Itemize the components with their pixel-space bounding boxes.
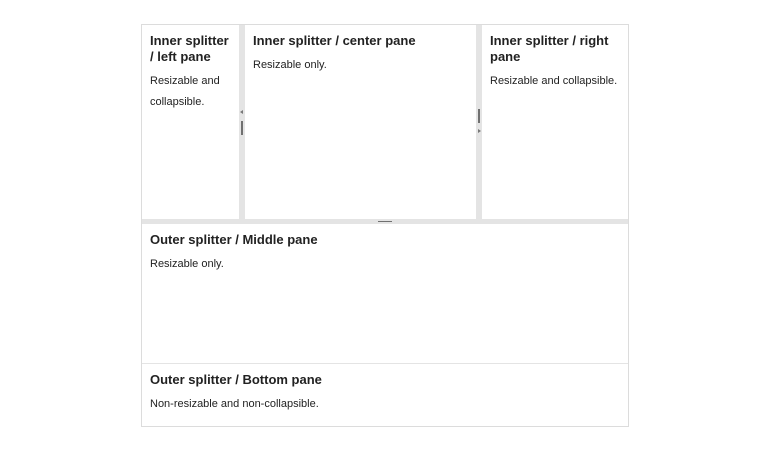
inner-center-pane-title: Inner splitter / center pane — [253, 33, 416, 48]
inner-left-pane-description: Resizable and collapsible. — [150, 75, 220, 108]
outer-bottom-pane-description: Non-resizable and non-collapsible. — [150, 398, 319, 410]
collapse-left-arrow-icon[interactable] — [240, 110, 243, 114]
outer-middle-pane-title: Outer splitter / Middle pane — [150, 232, 318, 247]
inner-right-pane — [482, 25, 628, 219]
resize-grip-icon[interactable] — [378, 221, 392, 222]
inner-left-pane-title: Inner splitter / left pane — [150, 33, 229, 64]
inner-center-pane — [245, 25, 476, 219]
inner-right-pane-title: Inner splitter / right pane — [490, 33, 609, 64]
resize-grip-icon[interactable] — [241, 121, 243, 135]
inner-right-pane-description: Resizable and collapsible. — [490, 75, 618, 87]
inner-splitter — [142, 25, 628, 219]
inner-left-pane — [142, 25, 239, 219]
collapse-right-arrow-icon[interactable] — [478, 129, 481, 133]
outer-middle-pane — [142, 224, 628, 363]
outer-splitter — [141, 24, 629, 427]
outer-middle-pane-description: Resizable only. — [150, 258, 224, 270]
outer-bottom-pane — [142, 364, 628, 426]
resize-grip-icon[interactable] — [478, 109, 480, 123]
outer-bottom-pane-title: Outer splitter / Bottom pane — [150, 372, 322, 387]
inner-center-pane-description: Resizable only. — [253, 59, 327, 71]
